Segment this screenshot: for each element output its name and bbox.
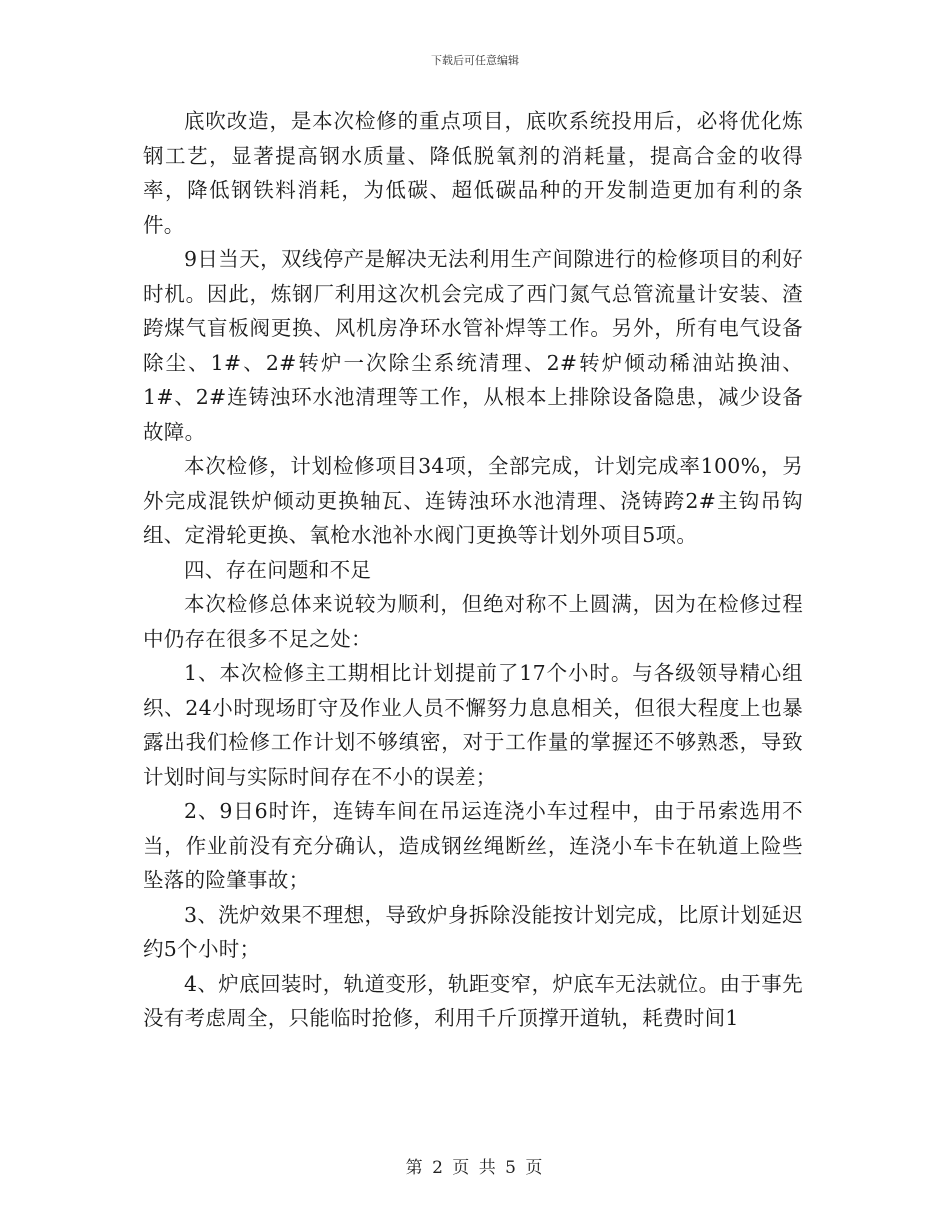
list-item-problem-3: 3、洗炉效果不理想，导致炉身拆除没能按计划完成，比原计划延迟约5个小时； [143,902,803,961]
paragraph-bottom-blowing: 底吹改造，是本次检修的重点项目，底吹系统投用后，必将优化炼钢工艺，显著提高钢水质量、降低脱氧剂的消耗量，提高合金的收得率，降低钢铁料消耗，为低碳、超低碳品种的开发制造更加有利的条件。 [143,109,803,237]
list-item-problem-2: 2、9日6时许，连铸车间在吊运连浇小车过程中，由于吊索选用不当，作业前没有充分确认，造成钢丝绳断丝，连浇小车卡在轨道上险些坠落的险肇事故； [143,799,803,892]
page-number: 第 2 页 共 5 页 [405,1158,545,1178]
list-item-problem-1: 1、本次检修主工期相比计划提前了17个小时。与各级领导精心组织、24小时现场盯守及作业人员不懈努力息息相关，但很大程度上也暴露出我们检修工作计划不够缜密，对于工作量的掌握还不够熟悉，导致计划时间与实际时间存在不小的误差； [143,661,803,789]
paragraph-problems-intro: 本次检修总体来说较为顺利，但绝对称不上圆满，因为在检修过程中仍存在很多不足之处： [143,592,803,651]
paragraph-completion-rate: 本次检修，计划检修项目34项，全部完成，计划完成率100%，另外完成混铁炉倾动更换轴瓦、连铸浊环水池清理、浇铸跨2#主钩吊钩组、定滑轮更换、氧枪水池补水阀门更换等计划外项目5项。 [143,454,803,547]
list-item-problem-4: 4、炉底回装时，轨道变形，轨距变窄，炉底车无法就位。由于事先没有考虑周全，只能临时抢修，利用千斤顶撑开道轨，耗费时间1 [143,971,803,1030]
page-header-note: 下载后可任意编辑 [431,54,519,67]
document-body [143,104,803,1036]
section-heading-problems: 四、存在问题和不足 [184,557,372,582]
paragraph-ninth-day: 9日当天，双线停产是解决无法利用生产间隙进行的检修项目的利好时机。因此，炼钢厂利用这次机会完成了西门氮气总管流量计安装、渣跨煤气盲板阀更换、风机房净环水管补焊等工作。另外，所有电气设备除尘、1#、2#转炉一次除尘系统清理、2#转炉倾动稀油站换油、1#、2#连铸浊环水池清理等工作，从根本上排除设备隐患，减少设备故障。 [143,247,803,444]
